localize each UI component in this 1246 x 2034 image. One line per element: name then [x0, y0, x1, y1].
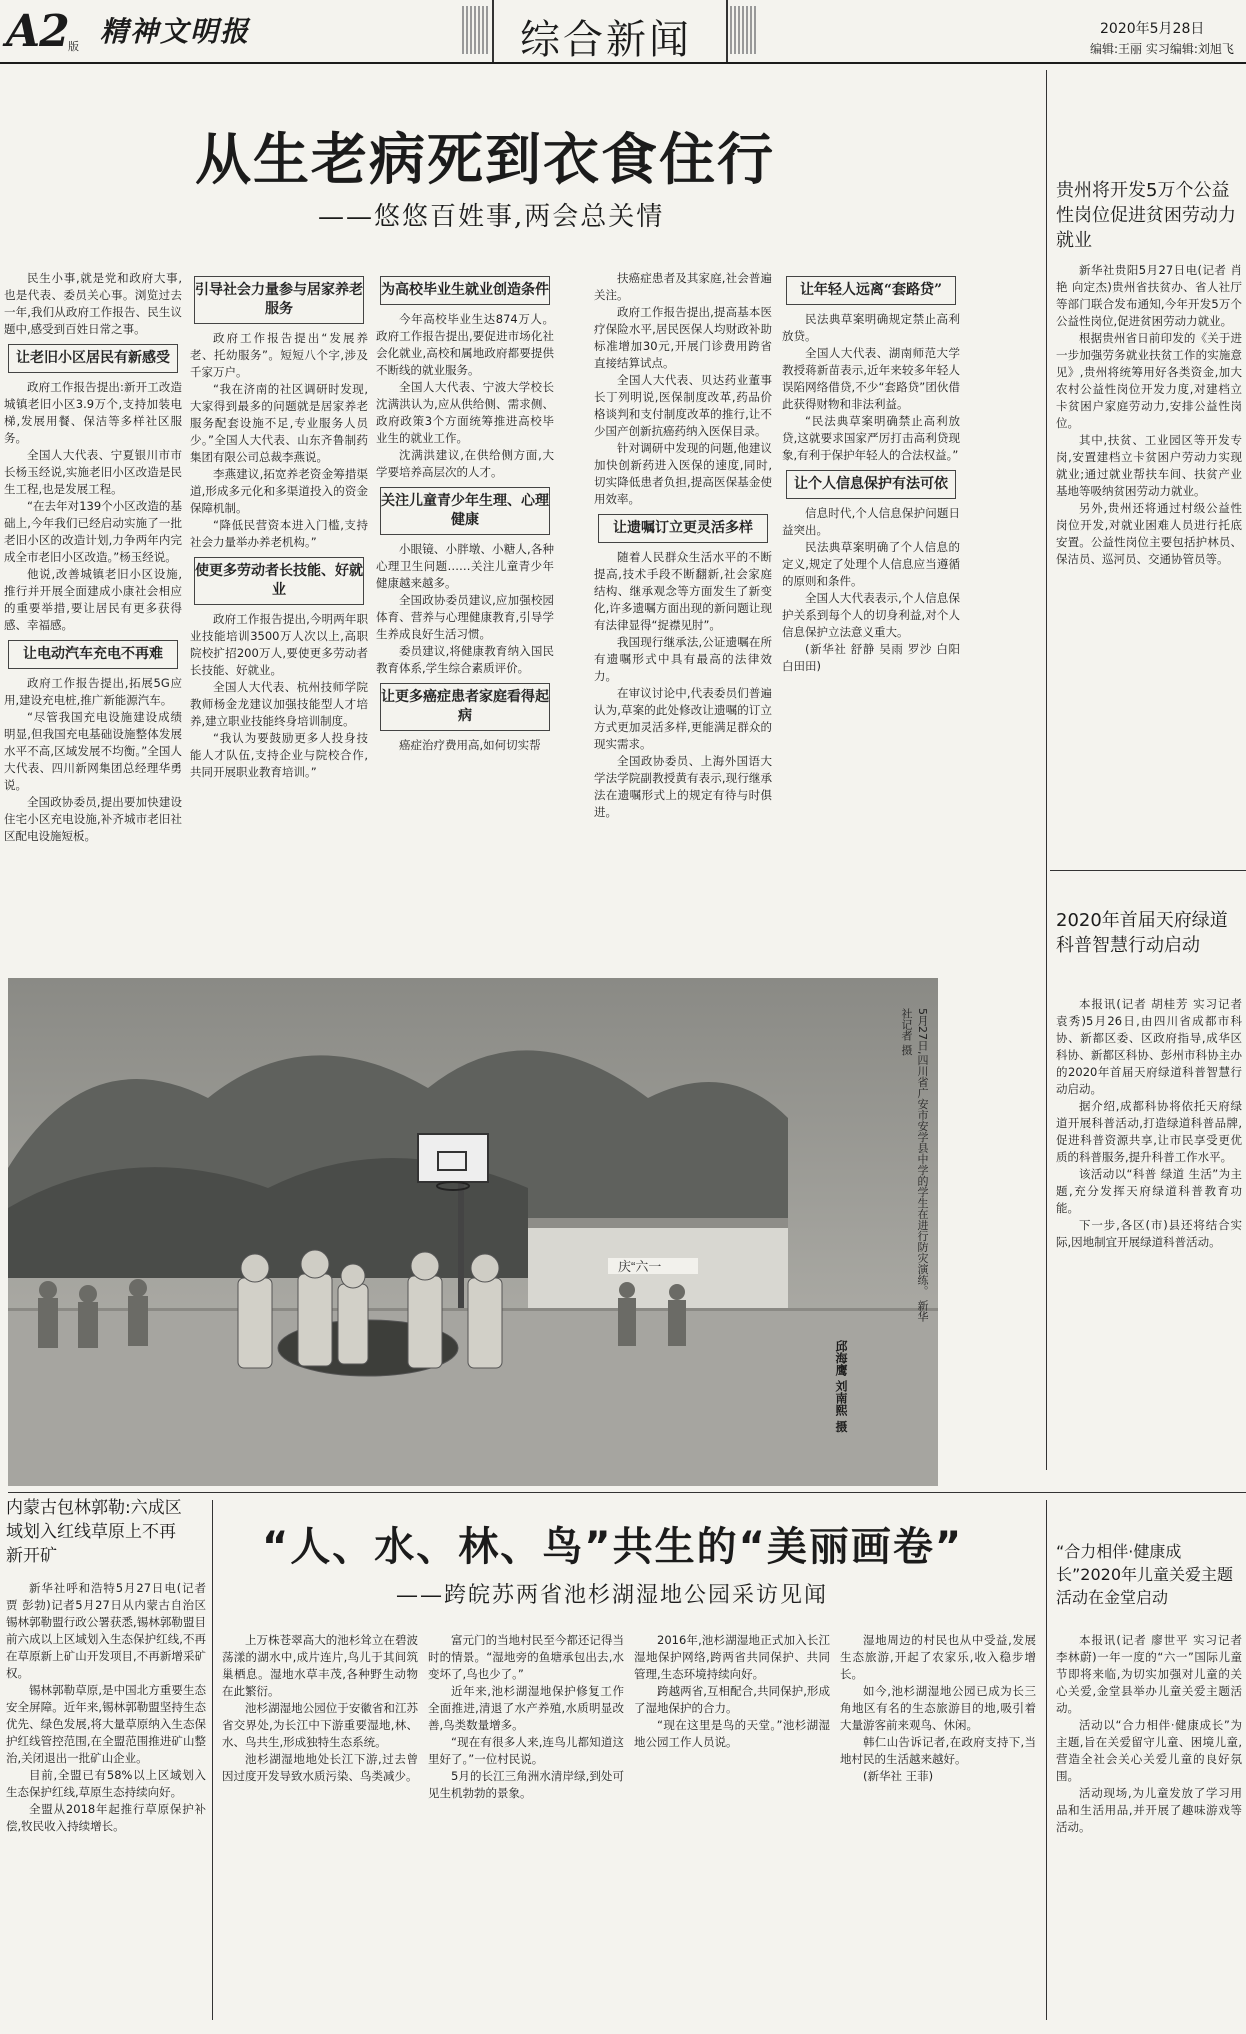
page-header [0, 0, 1246, 64]
story-body [1056, 1632, 1242, 2022]
paragraph: 李燕建议,拓宽养老资金筹措渠道,形成多元化和多渠道投入的资金保障机制。 [190, 467, 368, 515]
paragraph: 本报讯(记者 胡桂芳 实习记者 袁秀)5月26日,由四川省成都市科协、新都区委、区政府指导,成华区科协、新都区科协、彭州市科协主办的2020年首届天府绿道科普智慧行动启动。 [1056, 997, 1242, 1096]
paragraph: 癌症治疗费用高,如何切实帮 [399, 738, 541, 752]
paragraph: “现在有很多人来,连鸟儿都知道这里好了。”一位村民说。 [428, 1735, 624, 1766]
paragraph: 富元门的当地村民至今都还记得当时的情景。“湿地旁的鱼塘承包出去,水变坏了,鸟也少了。” [428, 1633, 624, 1681]
feature-headline: “人、水、林、鸟”共生的“美丽画卷” [262, 1524, 964, 1570]
paragraph: 池杉湖湿地地处长江下游,过去曾因过度开发导致水质污染、鸟类减少。 [222, 1752, 418, 1783]
paragraph: 全国人大代表、杭州技师学院教师杨金龙建议加强技能型人才培养,建立职业技能终身培训制度。 [190, 680, 368, 728]
paragraph: “降低民营资本进入门槛,支持社会力量举办养老机构。” [190, 518, 368, 549]
subhead-box: 关注儿童青少年生理、心理健康 [380, 487, 550, 535]
paragraph: 新华社贵阳5月27日电(记者 肖艳 向定杰)贵州省扶贫办、省人社厅等部门联合发布通知,今年开发5万个公益性岗位,促进贫困劳动力就业。 [1056, 263, 1242, 328]
paragraph: 今年高校毕业生达874万人。政府工作报告提出,要促进市场化社会化就业,高校和属地政府都要提供不断线的就业服务。 [376, 312, 554, 377]
paragraph: 下一步,各区(市)县还将结合实际,因地制宜开展绿道科普活动。 [1056, 1218, 1242, 1249]
issue-date: 2020年5月28日 [1100, 21, 1205, 37]
paragraph: 近年来,池杉湖湿地保护修复工作全面推进,清退了水产养殖,水质明显改善,鸟类数量增多。 [428, 1684, 624, 1732]
paragraph: 政府工作报告提出“发展养老、托幼服务”。短短八个字,涉及千家万户。 [190, 331, 368, 379]
paragraph: 全国人大代表、宁波大学校长沈满洪认为,应从供给侧、需求侧、政府政策3个方面统筹推进高校毕业生的就业工作。 [376, 380, 554, 445]
editor-credits: 编辑:王丽 实习编辑:刘旭飞 [1090, 42, 1234, 56]
lead-headline: 从生老病死到衣食住行 [195, 128, 775, 193]
paragraph: 政府工作报告提出,今明两年职业技能培训3500万人次以上,高职院校扩招200万人,要使更多劳动者长技能、好就业。 [190, 612, 368, 677]
paragraph: “我认为要鼓励更多人投身技能人才队伍,支持企业与院校合作,共同开展职业教育培训。” [190, 731, 368, 779]
story-title: “合力相伴·健康成长”2020年儿童关爱主题活动在金堂启动 [1056, 1542, 1234, 1607]
lead-column-2 [190, 270, 368, 950]
paragraph: 新华社呼和浩特5月27日电(记者 贾 彭勃)记者5月27日从内蒙古自治区锡林郭勒盟行政公署获悉,锡林郭勒盟目前六成以上区域划入生态保护红线,不再在草原新上矿山开发项目,不再新增采矿权。 [6, 1581, 206, 1680]
paragraph: 锡林郭勒草原,是中国北方重要生态安全屏障。近年来,锡林郭勒盟坚持生态优先、绿色发展,将大量草原纳入生态保护红线管控范围,在全盟范围推进矿山整治,关闭退出一批矿山企业。 [6, 1683, 206, 1765]
story-body [6, 1580, 206, 2020]
divider [8, 1492, 1246, 1493]
photo-credit: 邱海鹰 刘南熙 摄 [834, 1340, 848, 1433]
paragraph: 在审议讨论中,代表委员们普遍认为,草案的此处修改让遗嘱的订立方式更加灵活多样,更能满足群众的现实需求。 [594, 686, 772, 751]
paragraph: 全国人大代表、贝达药业董事长丁列明说,医保制度改革,药品价格谈判和支付制度改革的推行,让不少国产创新抗癌药纳入医保目录。 [594, 373, 772, 438]
paragraph: 根据贵州省日前印发的《关于进一步加强劳务就业扶贫工作的实施意见》,贵州将统筹用好各类资金,加大农村公益性岗位开发力度,对建档立卡贫困户家庭劳动力,安排公益性岗位。 [1056, 331, 1242, 430]
photo-caption: 5月27日,四川省广安市安学县中学的学生在进行防灾演练。 新华社记者 摄 [900, 1008, 929, 1322]
paragraph: 据介绍,成都科协将依托天府绿道开展科普活动,打造绿道科普品牌,促进科普资源共享,让市民享受更优质的科普服务,提升科普工作水平。 [1056, 1099, 1242, 1164]
paragraph: 民法典草案明确规定禁止高利放贷。 [782, 312, 960, 343]
paragraph: 全国人大代表表示,个人信息保护关系到每个人的切身利益,对个人信息保护立法意义重大。 [782, 591, 960, 639]
paragraph: 扶癌症患者及其家庭,社会普遍关注。 [594, 271, 772, 302]
paragraph: 目前,全盟已有58%以上区域划入生态保护红线,草原生态持续向好。 [6, 1768, 206, 1799]
subhead-box: 引导社会力量参与居家养老服务 [194, 276, 364, 324]
story-body [1056, 996, 1242, 1486]
masthead-logo: 精神文明报 [100, 15, 251, 48]
paragraph: 本报讯(记者 廖世平 实习记者 李林蔚)一年一度的“六一”国际儿童节即将来临,为切实加强对儿童的关心关爱,金堂县举办儿童关爱主题活动。 [1056, 1633, 1242, 1715]
lead-column-3 [376, 270, 554, 950]
paragraph: 全国人大代表、宁夏银川市市长杨玉经说,实施老旧小区改造是民生工程,也是发展工程。 [4, 448, 182, 496]
story-body [1056, 262, 1242, 832]
paragraph: 信息时代,个人信息保护问题日益突出。 [782, 506, 960, 537]
lead-column-5 [782, 270, 960, 950]
feature-column-3 [634, 1632, 830, 2022]
paragraph: 韩仁山告诉记者,在政府支持下,当地村民的生活越来越好。 [840, 1735, 1036, 1766]
paragraph: 5月的长江三角洲水清岸绿,到处可见生机勃勃的景象。 [428, 1769, 624, 1800]
paragraph: 沈满洪建议,在供给侧方面,大学要培养高层次的人才。 [376, 448, 554, 479]
column-divider [212, 1500, 213, 2020]
paragraph: “我在济南的社区调研时发现,大家得到最多的问题就是居家养老服务配套设施不足,专业服务人员少。”全国人大代表、山东齐鲁制药集团有限公司总裁李燕说。 [190, 382, 368, 464]
paragraph: 如今,池杉湖湿地公园已成为长三角地区有名的生态旅游目的地,吸引着大量游客前来观鸟、休闲。 [840, 1684, 1036, 1732]
page-number-suffix: 版 [68, 40, 79, 53]
paragraph: 他说,改善城镇老旧小区设施,推行并开展全面建成小康社会相应的重要举措,要让居民有更多获得感、幸福感。 [4, 567, 182, 632]
paragraph: 活动现场,为儿童发放了学习用品和生活用品,并开展了趣味游戏等活动。 [1056, 1786, 1242, 1834]
subhead-box: 让电动汽车充电不再难 [8, 640, 178, 669]
paragraph: 我国现行继承法,公证遗嘱在所有遗嘱形式中具有最高的法律效力。 [594, 635, 772, 683]
feature-column-4 [840, 1632, 1036, 2022]
paragraph: 其中,扶贫、工业园区等开发专岗,安置建档立卡贫困户劳动力实现就业;通过就业帮扶车间、扶贫产业基地等吸纳贫困劳动力就业。 [1056, 433, 1242, 498]
paragraph: 民生小事,就是党和政府大事,也是代表、委员关心事。浏览过去一年,我们从政府工作报告、民生议题中,感受到百姓日常之事。 [4, 271, 182, 336]
story-title: 贵州将开发5万个公益性岗位促进贫困劳动力就业 [1056, 180, 1236, 251]
feature-column-2 [428, 1632, 624, 2022]
paragraph: 另外,贵州还将通过村级公益性岗位开发,对就业困难人员进行托底安置。公益性岗位主要包括护林员、保洁员、巡河员、交通协管员等。 [1056, 501, 1242, 566]
subhead-box: 使更多劳动者长技能、好就业 [194, 557, 364, 605]
subhead-box: 让遗嘱订立更灵活多样 [598, 514, 768, 543]
divider [1050, 870, 1246, 871]
lead-column-4 [594, 270, 772, 950]
paragraph: “民法典草案明确禁止高利放贷,这就要求国家严厉打击高利贷现象,有利于保护年轻人的合法权益。” [782, 414, 960, 462]
byline: (新华社 王菲) [863, 1769, 934, 1783]
paragraph: “尽管我国充电设施建设成绩明显,但我国充电基础设施整体发展水平不高,区域发展不均衡。”全国人大代表、四川新网集团总经理华勇说。 [4, 710, 182, 792]
paragraph: 政府工作报告提出,提高基本医疗保险水平,居民医保人均财政补助标准增加30元,开展门诊费用跨省直接结算试点。 [594, 305, 772, 370]
paragraph: 政府工作报告提出,拓展5G应用,建设充电桩,推广新能源汽车。 [4, 676, 182, 707]
paragraph: 湿地周边的村民也从中受益,发展生态旅游,开起了农家乐,收入稳步增长。 [840, 1633, 1036, 1681]
paragraph: 全盟从2018年起推行草原保护补偿,牧民收入持续增长。 [6, 1802, 206, 1833]
story-title: 2020年首届天府绿道科普智慧行动启动 [1056, 910, 1228, 956]
page-number: A2 [6, 6, 69, 57]
paragraph: 活动以“合力相伴·健康成长”为主题,旨在关爱留守儿童、困境儿童,营造全社会关心关爱儿童的良好氛围。 [1056, 1718, 1242, 1783]
paragraph: 跨越两省,互相配合,共同保护,形成了湿地保护的合力。 [634, 1684, 830, 1715]
paragraph: 政府工作报告提出:新开工改造城镇老旧小区3.9万个,支持加装电梯,发展用餐、保洁等多样社区服务。 [4, 380, 182, 445]
feature-column-1 [222, 1632, 418, 2022]
paragraph: “在去年对139个小区改造的基础上,今年我们已经启动实施了一批老旧小区的改造计划,力争两年内完成全市老旧小区改造。”杨玉经说。 [4, 499, 182, 564]
section-title: 综合新闻 [520, 17, 692, 63]
paragraph: 2016年,池杉湖湿地正式加入长江湿地保护网络,跨两省共同保护、共同管理,生态环境持续向好。 [634, 1633, 830, 1681]
story-title: 内蒙古包林郭勒:六成区域划入红线草原上不再新开矿 [6, 1498, 182, 1566]
subhead-box: 让个人信息保护有法可依 [786, 470, 956, 499]
subhead-box: 让更多癌症患者家庭看得起病 [380, 683, 550, 731]
paragraph: 委员建议,将健康教育纳入国民教育体系,学生综合素质评价。 [376, 644, 554, 675]
paragraph: 随着人民群众生活水平的不断提高,技术手段不断翻新,社会家庭结构、继承观念等方面发生了新变化,许多遗嘱方面出现的新问题让现有法律显得“捉襟见肘”。 [594, 550, 772, 632]
subhead-box: 让老旧小区居民有新感受 [8, 344, 178, 373]
byline: (新华社 舒静 吴雨 罗沙 白阳 白田田) [782, 642, 960, 673]
lead-column-1 [4, 270, 182, 950]
subhead-box: 让年轻人远离“套路贷” [786, 276, 956, 305]
paragraph: 该活动以“科普 绿道 生活”为主题,充分发挥天府绿道科普教育功能。 [1056, 1167, 1242, 1215]
paragraph: 上万株苍翠高大的池杉耸立在碧波荡漾的湖水中,成片连片,鸟儿于其间筑巢栖息。湿地水草丰茂,各种野生动物在此繁衍。 [222, 1633, 418, 1698]
paragraph: 全国政协委员,提出要加快建设住宅小区充电设施,补齐城市老旧社区配电设施短板。 [4, 795, 182, 843]
paragraph: 小眼镜、小胖墩、小糖人,各种心理卫生问题……关注儿童青少年健康越来越多。 [376, 542, 554, 590]
paragraph: 针对调研中发现的问题,他建议加快创新药进入医保的速度,同时,切实降低患者负担,提高医保基金使用效率。 [594, 441, 772, 506]
paragraph: “现在这里是鸟的天堂。”池杉湖湿地公园工作人员说。 [634, 1718, 830, 1749]
paragraph: 池杉湖湿地公园位于安徽省和江苏省交界处,为长江中下游重要湿地,林、水、鸟共生,形成独特生态系统。 [222, 1701, 418, 1749]
lead-subhead: ——悠悠百姓事,两会总关情 [318, 202, 665, 232]
feature-subhead: ——跨皖苏两省池杉湖湿地公园采访见闻 [396, 1583, 829, 1608]
column-divider [1046, 70, 1047, 1470]
column-divider [1046, 1500, 1047, 2020]
banner-text: 庆“六一 [618, 1259, 662, 1274]
paragraph: 民法典草案明确了个人信息的定义,规定了处理个人信息应当遵循的原则和条件。 [782, 540, 960, 588]
subhead-box: 为高校毕业生就业创造条件 [380, 276, 550, 305]
paragraph: 全国人大代表、湖南师范大学教授蒋新苗表示,近年来较多年轻人误陷网络借贷,不少“套路贷”团伙借此获得财物和非法利益。 [782, 346, 960, 411]
paragraph: 全国政协委员建议,应加强校园体育、营养与心理健康教育,引导学生养成良好生活习惯。 [376, 593, 554, 641]
paragraph: 全国政协委员、上海外国语大学法学院副教授黄有表示,现行继承法在遗嘱形式上的规定有待与时俱进。 [594, 754, 772, 819]
